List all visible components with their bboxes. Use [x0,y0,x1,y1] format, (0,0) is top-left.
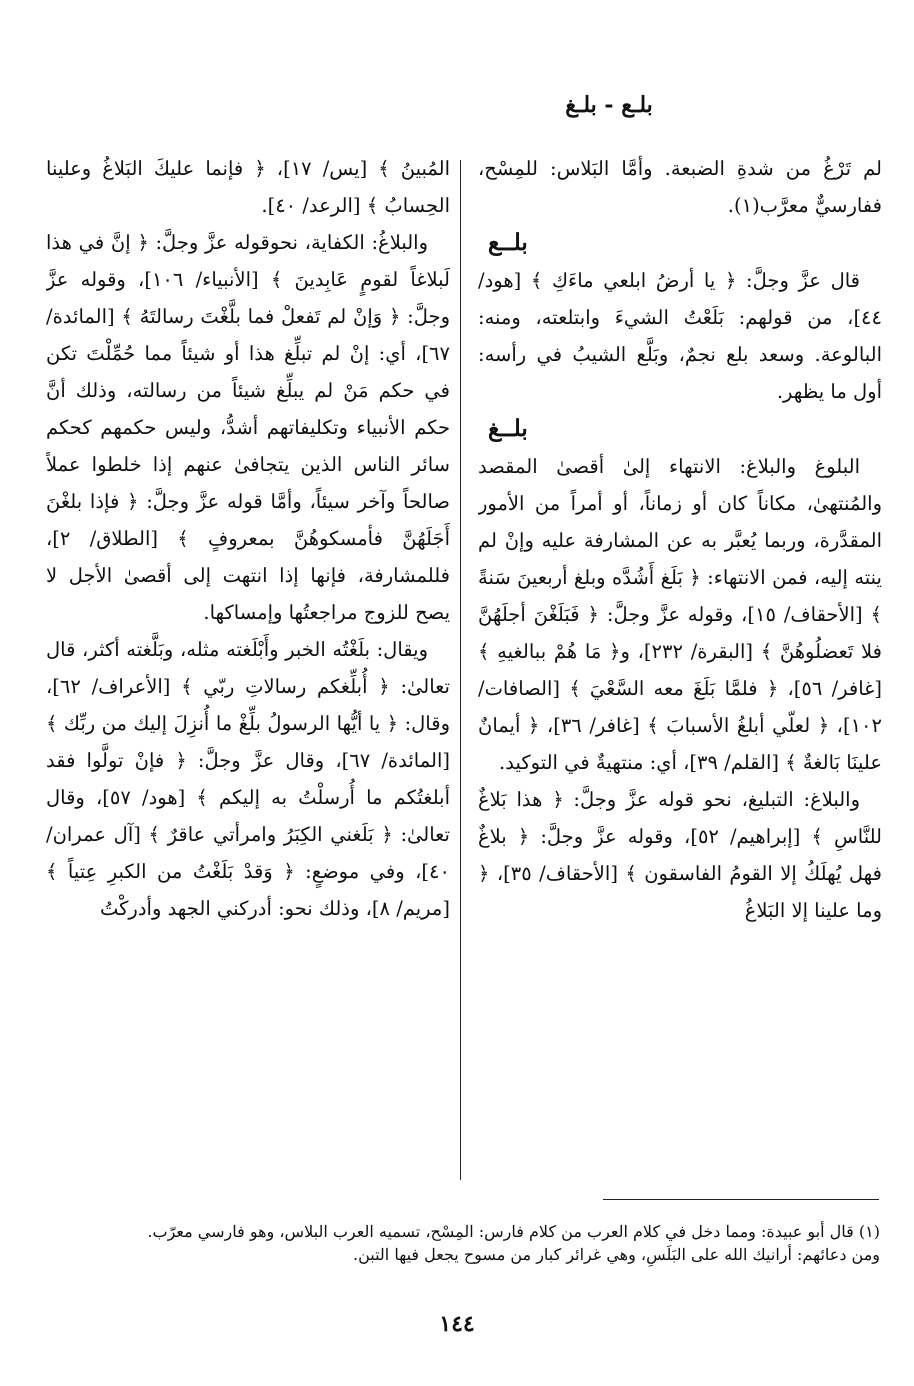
paragraph: والبلاغ: التبليغ، نحو قوله عزَّ وجلَّ: ﴿ هذا بَلاغٌ للنَّاسِ ﴾ [إبراهيم/ ٥٢]، وقوله عزَّ وجلَّ: ﴿ بلاغٌ فهل يُهلَكُ إلا القومُ الفاسقون ﴾ [الأحقاف/ ٣٥]، ﴿ وما علينا إلا البَلاغُ [478,788,882,922]
right-column [478,150,882,1180]
footnotes [50,1220,880,1266]
entry-heading: بلــع [488,229,528,256]
paragraph: لم تَرْغُ من شدةِ الضبعة. وأمَّا البَلاس: للمِسْح، ففارسيٌّ معرَّب(١). [478,157,882,217]
paragraph: قال عزَّ وجلَّ: ﴿ يا أرضُ ابلعي ماءَكِ ﴾ [هود/ ٤٤]، من قولهم: بَلَعْتُ الشيءَ وابتلعته، ومنه: البالوعة. وسعد بلع نجمٌ، وبَلَّع الشيبُ في رأسه: أول ما يظهر. [478,269,882,403]
footnote-line: (١) قال أبو عبيدة: ومما دخل في كلام العرب من كلام فارس: المِسْح، تسميه العرب البلاس، وهو فارسي معرّب. [147,1222,880,1241]
paragraph: والبلاغُ: الكفاية، نحوقوله عزَّ وجلَّ: ﴿ إنَّ في هذا لَبلاغاً لقومٍ عَابِدينَ ﴾ [الأنبياء/ ١٠٦]، وقوله عزَّ وجلَّ: ﴿ وَإنْ لم تَفعلْ فما بلَّغْتَ رسالتَهُ ﴾ [المائدة/ ٦٧]، أي: إنْ لم تبلِّغ هذا أو شيئاً مما حُمِّلْتَ تكن في حكم مَنْ لم يبلِّغ شيئاً من رسالته، وذلك أنَّ حكم الأنبياء وتكليفاتهم أشدُّ، وليس حكمهم كحكم سائر الناس الذين يتجافىٰ عنهم إذا خلطوا عملاً صالحاً وآخر سيئاً، وأمَّا قوله عزَّ وجلَّ: ﴿ فإذا بلغْنَ أَجَلَهُنَّ فأمسكوهُنَّ بمعروفٍ ﴾ [الطلاق/ ٢]، فللمشارفة، فإنها إذا انتهت إلى أقصىٰ الأجل لا يصح للزوج مراجعتُها وإمساكها. [46,231,450,624]
entry-heading: بلــغ [488,415,528,442]
running-head: بلـع - بلـغ [565,92,653,118]
paragraph: ويقال: بلَغْتُه الخبر وأَبْلَغته مثله، وبَلَّغته أكثر، قال تعالىٰ: ﴿ أُبلِّغكم رسالاتِ ربّي ﴾ [الأعراف/ ٦٢]، وقال: ﴿ يا أيُّها الرسولُ بلِّغْ ما أُنزِلَ إليك من ربِّك ﴾ [المائدة/ ٦٧]، وقال عزَّ وجلَّ: ﴿ فإنْ تولَّوا فقد أبلغتُكم ما أُرسلْتُ به إليكم ﴾ [هود/ ٥٧]، وقال تعالىٰ: ﴿ بَلَغني الكِبَرُ وامرأتي عاقرٌ ﴾ [آل عمران/ ٤٠]، وفي موضعٍ: ﴿ وَقدْ بَلَغْتُ من الكبرِ عِتياً ﴾ [مريم/ ٨]، وذلك نحو: أدركني الجهد وأدركْتُ [46,638,450,920]
paragraph: البلوغ والبلاغ: الانتهاء إلىٰ أقصىٰ المقصد والمُنتهىٰ، مكاناً كان أو زماناً، أو أمراً من الأمور المقدَّرة، وربما يُعبَّر به عن المشارفة عليه وإنْ لم ينته إليه، فمن الانتهاء: ﴿ بَلَغ أَشُدَّه وبلغ أربعينَ سَنةً ﴾ [الأحقاف/ ١٥]، وقوله عزَّ وجلَّ: ﴿ فَبَلَغْنَ أجلَهُنَّ فلا تَعضلُوهُنَّ ﴾ [البقرة/ ٢٣٢]، و﴿ مَا هُمْ ببالغيهِ ﴾ [غافر/ ٥٦]، ﴿ فلمَّا بَلَغَ معه السَّعْيَ ﴾ [الصافات/ ١٠٢]، ﴿ لعلّي أبلغُ الأسبابَ ﴾ [غافر/ ٣٦]، ﴿ أيمانٌ علينَا بَالغةٌ ﴾ [القلم/ ٣٩]، أي: منتهيةٌ في التوكيد. [478,455,882,774]
column-divider [460,160,461,1180]
paragraph: المُبينُ ﴾ [يس/ ١٧]، ﴿ فإنما عليكَ البَلاغُ وعلينا الحِسابُ ﴾ [الرعد/ ٤٠]. [46,157,450,217]
footnote-divider [603,1199,879,1200]
left-column [46,150,450,1180]
page-number: ١٤٤ [439,1311,475,1337]
footnote-line: ومن دعائهم: أرانيك الله على البَلَسِ، وهي غرائر كبار من مسوح يجعل فيها التبن. [352,1245,880,1264]
